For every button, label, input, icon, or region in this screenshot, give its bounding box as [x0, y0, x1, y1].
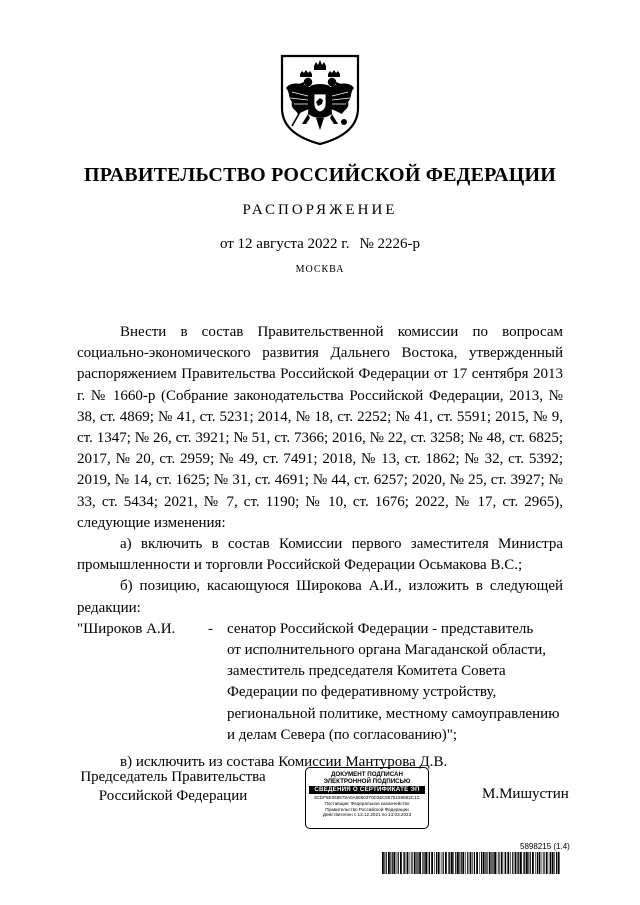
member-line: региональной политике, местному самоуправлению — [227, 705, 560, 722]
member-line: и делам Севера (по согласованию)"; — [227, 726, 458, 743]
city: МОСКВА — [295, 264, 345, 275]
member-line: заместитель председателя Комитета Совета — [227, 663, 506, 680]
electronic-signature-stamp — [305, 767, 429, 829]
signer-name: М.Мишустин — [482, 786, 569, 802]
document-number: № 2226-р — [359, 236, 421, 252]
member-dash: - — [208, 620, 213, 637]
stamp-issuer: Правительство Российской Федерации — [325, 806, 409, 812]
date-number-line — [0, 236, 640, 253]
member-name: "Широков А.И. — [77, 620, 176, 637]
item-c: в) исключить из состава Комиссии Мантурова Д.В. — [120, 754, 448, 771]
stamp-line: ЭЛЕКТРОННОЙ ПОДПИСЬЮ — [323, 778, 411, 785]
document-body — [77, 322, 563, 773]
item-b: б) позицию, касающуюся Широкова А.И., изложить в следующей редакции: — [77, 578, 563, 616]
document-date: от 12 августа 2022 г. — [219, 236, 350, 252]
stamp-line: ДОКУМЕНТ ПОДПИСАН — [331, 771, 403, 778]
signer-position — [78, 768, 268, 806]
document-code: 5898215 (1.4) — [520, 842, 570, 851]
coat-of-arms-icon — [278, 52, 362, 148]
member-description — [227, 619, 563, 746]
stamp-validity: Действителен с 13.12.2021 по 13.03.2023 — [322, 812, 412, 818]
member-entry — [77, 619, 563, 746]
intro-paragraph: Внести в состав Правительственной комиссии по вопросам социально-экономического развития Дальнего Востока, утвержденный распоряжением Правительства Российской Федерации от 17 сентября 2013 г. № 1660-р (Собрание законодательства Российской Федерации, 2013, № 38, ст. 4869; № 41, ст. 5231; 2014, № 18, ст. 2252; № 41, ст. 5591; 2015, № 9, ст. 1347; № 26, ст. 3921; № 51, ст. 7366; 2016, № 22, ст. 3258; № 48, ст. 6825; 2017, № 20, ст. 2959; № 49, ст. 7491; 2018, № 13, ст. 1862; № 32, ст. 5392; 2019, № 14, ст. 1625; № 31, ст. 4691; № 44, ст. 6257; 2020, № 25, ст. 3927; № 33, ст. 5434; 2021, № 7, ст. 1190; № 10, ст. 1676; 2022, № 17, ст. 2965), следующие изменения: — [77, 324, 563, 531]
stamp-serial: 3CDF5E068578A0A6660370D36C6578159882C1C — [314, 795, 420, 800]
item-a: а) включить в состав Комиссии первого заместителя Министра промышленности и торговли Российской Федерации Осьмакова В.С.; — [77, 536, 563, 574]
signer-position-line: Российской Федерации — [98, 788, 248, 804]
signer-position-line: Председатель Правительства — [80, 769, 266, 785]
barcode-icon — [382, 852, 562, 874]
stamp-certificate-bar: СВЕДЕНИЯ О СЕРТИФИКАТЕ ЭП — [309, 786, 425, 794]
stamp-issuer: Поставщик: Федеральное казначейство — [324, 800, 410, 806]
document-type: РАСПОРЯЖЕНИЕ — [242, 202, 398, 218]
member-line: от исполнительного органа Магаданской области, — [227, 642, 546, 659]
government-title: ПРАВИТЕЛЬСТВО РОССИЙСКОЙ ФЕДЕРАЦИИ — [84, 164, 556, 186]
member-line: сенатор Российской Федерации - представитель — [227, 620, 534, 637]
member-line: Федерации по федеративному устройству, — [227, 684, 497, 701]
